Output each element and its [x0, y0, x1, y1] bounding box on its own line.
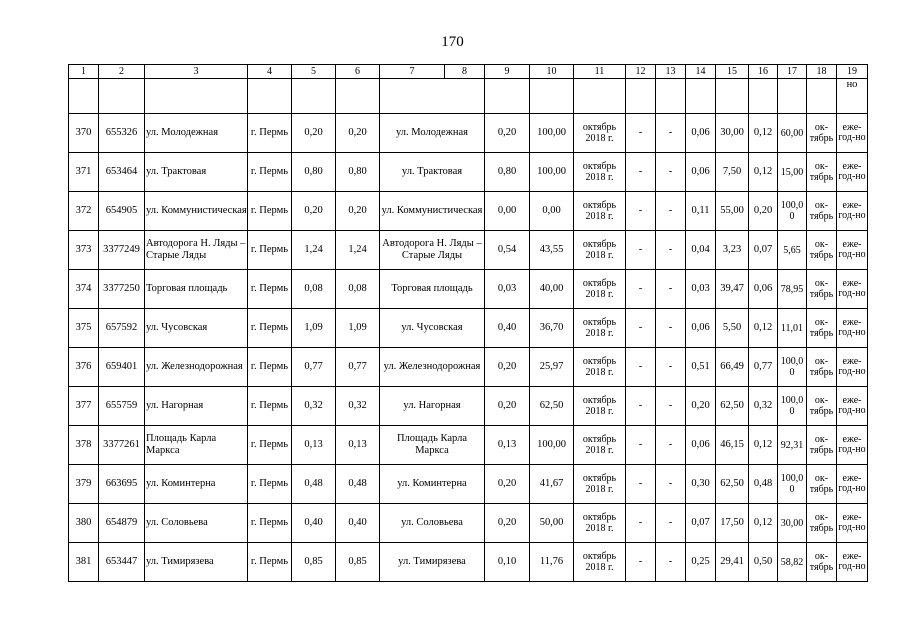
- continuation-row: [69, 79, 868, 114]
- length-value: 0,20: [292, 192, 336, 231]
- length-value: 0,13: [336, 426, 380, 465]
- city-name: г. Пермь: [248, 543, 292, 582]
- month-cell: ок-тябрь: [807, 270, 837, 309]
- column-header: 4: [248, 65, 292, 79]
- road-code: 657592: [99, 309, 145, 348]
- length-value: 0,77: [336, 348, 380, 387]
- value-cell: 0,51: [686, 348, 716, 387]
- date-cell: октябрь 2018 г.: [574, 309, 626, 348]
- street-name-repeat: ул. Соловьева: [380, 504, 485, 543]
- column-header: 10: [530, 65, 574, 79]
- city-name: г. Пермь: [248, 387, 292, 426]
- row-number: 370: [69, 114, 99, 153]
- value-cell: 0,50: [749, 543, 778, 582]
- dash-cell: -: [656, 114, 686, 153]
- value-cell: 0,20: [686, 387, 716, 426]
- length-value: 0,80: [336, 153, 380, 192]
- percent-cell: 100,0 0: [778, 192, 807, 231]
- length-value: 0,85: [336, 543, 380, 582]
- table-row: [69, 192, 868, 231]
- dash-cell: -: [656, 543, 686, 582]
- percent-cell: 0,00: [530, 192, 574, 231]
- street-name-repeat: ул. Коммунистическая: [380, 192, 485, 231]
- column-header: 11: [574, 65, 626, 79]
- dash-cell: -: [656, 153, 686, 192]
- length-value: 0,40: [292, 504, 336, 543]
- column-header: 16: [749, 65, 778, 79]
- percent-cell: 58,82: [778, 543, 807, 582]
- percent-cell: 41,67: [530, 465, 574, 504]
- date-cell: октябрь 2018 г.: [574, 153, 626, 192]
- value-cell: 0,20: [485, 348, 530, 387]
- column-header: 2: [99, 65, 145, 79]
- value-cell: 0,80: [485, 153, 530, 192]
- frequency-cell: еже-год-но: [837, 426, 868, 465]
- percent-cell: 92,31: [778, 426, 807, 465]
- street-name: ул. Соловьева: [145, 504, 248, 543]
- percent-cell: 100,0 0: [778, 348, 807, 387]
- street-name: Площадь Карла Маркса: [145, 426, 248, 465]
- frequency-cell: еже-год-но: [837, 348, 868, 387]
- frequency-cell: еже-год-но: [837, 504, 868, 543]
- dash-cell: -: [626, 309, 656, 348]
- date-cell: октябрь 2018 г.: [574, 114, 626, 153]
- length-value: 1,09: [336, 309, 380, 348]
- column-header: 5: [292, 65, 336, 79]
- city-name: г. Пермь: [248, 309, 292, 348]
- city-name: г. Пермь: [248, 348, 292, 387]
- street-name: ул. Трактовая: [145, 153, 248, 192]
- value-cell: 0,20: [485, 504, 530, 543]
- length-value: 1,24: [336, 231, 380, 270]
- table-row: [69, 153, 868, 192]
- length-value: 0,80: [292, 153, 336, 192]
- date-cell: октябрь 2018 г.: [574, 348, 626, 387]
- date-cell: октябрь 2018 г.: [574, 543, 626, 582]
- dash-cell: -: [656, 231, 686, 270]
- city-name: г. Пермь: [248, 153, 292, 192]
- month-cell: ок-тябрь: [807, 387, 837, 426]
- length-value: 0,32: [336, 387, 380, 426]
- length-value: 0,20: [292, 114, 336, 153]
- street-name-repeat: ул. Трактовая: [380, 153, 485, 192]
- percent-cell: 39,47: [716, 270, 749, 309]
- percent-cell: 46,15: [716, 426, 749, 465]
- road-code: 653447: [99, 543, 145, 582]
- dash-cell: -: [626, 114, 656, 153]
- percent-cell: 30,00: [716, 114, 749, 153]
- month-cell: ок-тябрь: [807, 348, 837, 387]
- dash-cell: -: [656, 504, 686, 543]
- month-cell: ок-тябрь: [807, 504, 837, 543]
- value-cell: 0,06: [686, 153, 716, 192]
- percent-cell: 5,50: [716, 309, 749, 348]
- value-cell: 0,07: [749, 231, 778, 270]
- road-code: 663695: [99, 465, 145, 504]
- road-code: 659401: [99, 348, 145, 387]
- street-name-repeat: Автодорога Н. Ляды – Старые Ляды: [380, 231, 485, 270]
- length-value: 0,13: [292, 426, 336, 465]
- value-cell: 0,06: [749, 270, 778, 309]
- percent-cell: 30,00: [778, 504, 807, 543]
- street-name-repeat: Торговая площадь: [380, 270, 485, 309]
- street-name-repeat: ул. Коминтерна: [380, 465, 485, 504]
- street-name: Автодорога Н. Ляды – Старые Ляды: [145, 231, 248, 270]
- length-value: 0,20: [336, 114, 380, 153]
- month-cell: ок-тябрь: [807, 114, 837, 153]
- dash-cell: -: [626, 270, 656, 309]
- city-name: г. Пермь: [248, 231, 292, 270]
- frequency-cell: еже-год-но: [837, 309, 868, 348]
- street-name: ул. Нагорная: [145, 387, 248, 426]
- city-name: г. Пермь: [248, 426, 292, 465]
- percent-cell: 40,00: [530, 270, 574, 309]
- table-row: [69, 387, 868, 426]
- percent-cell: 36,70: [530, 309, 574, 348]
- frequency-cell: еже-год-но: [837, 114, 868, 153]
- street-name: Торговая площадь: [145, 270, 248, 309]
- value-cell: 0,06: [686, 426, 716, 465]
- dash-cell: -: [656, 426, 686, 465]
- city-name: г. Пермь: [248, 504, 292, 543]
- percent-cell: 15,00: [778, 153, 807, 192]
- dash-cell: -: [626, 387, 656, 426]
- street-name: ул. Железнодорожная: [145, 348, 248, 387]
- month-cell: ок-тябрь: [807, 543, 837, 582]
- dash-cell: -: [626, 465, 656, 504]
- percent-cell: 100,00: [530, 114, 574, 153]
- header-row: [69, 65, 868, 79]
- city-name: г. Пермь: [248, 114, 292, 153]
- dash-cell: -: [656, 309, 686, 348]
- value-cell: 0,12: [749, 114, 778, 153]
- length-value: 1,09: [292, 309, 336, 348]
- road-code: 655326: [99, 114, 145, 153]
- row-number: 376: [69, 348, 99, 387]
- percent-cell: 66,49: [716, 348, 749, 387]
- column-header: 18: [807, 65, 837, 79]
- length-value: 0,48: [336, 465, 380, 504]
- value-cell: 0,06: [686, 309, 716, 348]
- row-number: 375: [69, 309, 99, 348]
- city-name: г. Пермь: [248, 192, 292, 231]
- month-cell: ок-тябрь: [807, 309, 837, 348]
- column-header: 19: [837, 65, 868, 79]
- value-cell: 0,06: [686, 114, 716, 153]
- value-cell: 0,20: [485, 114, 530, 153]
- month-cell: ок-тябрь: [807, 465, 837, 504]
- percent-cell: 11,76: [530, 543, 574, 582]
- dash-cell: -: [626, 543, 656, 582]
- month-cell: ок-тябрь: [807, 192, 837, 231]
- row-number: 381: [69, 543, 99, 582]
- value-cell: 0,10: [485, 543, 530, 582]
- frequency-cell: еже-год-но: [837, 543, 868, 582]
- percent-cell: 62,50: [716, 387, 749, 426]
- percent-cell: 5,65: [778, 231, 807, 270]
- street-name: ул. Молодежная: [145, 114, 248, 153]
- length-value: 0,08: [336, 270, 380, 309]
- length-value: 0,85: [292, 543, 336, 582]
- column-header: 17: [778, 65, 807, 79]
- column-header: 12: [626, 65, 656, 79]
- percent-cell: 100,00: [530, 153, 574, 192]
- dash-cell: -: [656, 387, 686, 426]
- table-row: [69, 348, 868, 387]
- length-value: 0,08: [292, 270, 336, 309]
- value-cell: 0,30: [686, 465, 716, 504]
- dash-cell: -: [656, 348, 686, 387]
- dash-cell: -: [656, 465, 686, 504]
- dash-cell: -: [626, 426, 656, 465]
- column-header: 7: [380, 65, 445, 79]
- value-cell: 0,03: [485, 270, 530, 309]
- date-cell: октябрь 2018 г.: [574, 465, 626, 504]
- percent-cell: 50,00: [530, 504, 574, 543]
- percent-cell: 7,50: [716, 153, 749, 192]
- value-cell: 0,03: [686, 270, 716, 309]
- column-header: 9: [485, 65, 530, 79]
- column-header: 6: [336, 65, 380, 79]
- data-table: [68, 64, 868, 582]
- street-name-repeat: ул. Нагорная: [380, 387, 485, 426]
- street-name: ул. Чусовская: [145, 309, 248, 348]
- value-cell: 0,20: [485, 465, 530, 504]
- value-cell: 0,12: [749, 153, 778, 192]
- row-number: 371: [69, 153, 99, 192]
- road-code: 653464: [99, 153, 145, 192]
- value-cell: 0,32: [749, 387, 778, 426]
- percent-cell: 11,01: [778, 309, 807, 348]
- city-name: г. Пермь: [248, 465, 292, 504]
- row-number: 380: [69, 504, 99, 543]
- percent-cell: 25,97: [530, 348, 574, 387]
- percent-cell: 78,95: [778, 270, 807, 309]
- frequency-cell: еже-год-но: [837, 270, 868, 309]
- value-cell: 0,12: [749, 309, 778, 348]
- dash-cell: -: [626, 348, 656, 387]
- street-name-repeat: ул. Чусовская: [380, 309, 485, 348]
- value-cell: 0,54: [485, 231, 530, 270]
- frequency-cell: еже-год-но: [837, 231, 868, 270]
- column-header: 8: [445, 65, 485, 79]
- value-cell: 0,20: [485, 387, 530, 426]
- street-name-repeat: ул. Молодежная: [380, 114, 485, 153]
- length-value: 0,40: [336, 504, 380, 543]
- table-row: [69, 543, 868, 582]
- date-cell: октябрь 2018 г.: [574, 504, 626, 543]
- value-cell: 0,48: [749, 465, 778, 504]
- percent-cell: 100,00: [530, 426, 574, 465]
- street-name-repeat: ул. Тимирязева: [380, 543, 485, 582]
- length-value: 0,48: [292, 465, 336, 504]
- road-code: 3377261: [99, 426, 145, 465]
- percent-cell: 60,00: [778, 114, 807, 153]
- date-cell: октябрь 2018 г.: [574, 426, 626, 465]
- row-number: 377: [69, 387, 99, 426]
- column-header: 1: [69, 65, 99, 79]
- column-header: 15: [716, 65, 749, 79]
- percent-cell: 17,50: [716, 504, 749, 543]
- month-cell: ок-тябрь: [807, 153, 837, 192]
- length-value: 0,77: [292, 348, 336, 387]
- column-header: 13: [656, 65, 686, 79]
- table-row: [69, 270, 868, 309]
- frequency-cell: еже-год-но: [837, 465, 868, 504]
- value-cell: 0,00: [485, 192, 530, 231]
- length-value: 0,20: [336, 192, 380, 231]
- value-cell: 0,04: [686, 231, 716, 270]
- percent-cell: 3,23: [716, 231, 749, 270]
- road-code: 3377249: [99, 231, 145, 270]
- page-number: 170: [441, 34, 464, 50]
- value-cell: 0,77: [749, 348, 778, 387]
- street-name: ул. Коминтерна: [145, 465, 248, 504]
- month-cell: ок-тябрь: [807, 426, 837, 465]
- table-row: [69, 114, 868, 153]
- value-cell: 0,11: [686, 192, 716, 231]
- column-header: 14: [686, 65, 716, 79]
- dash-cell: -: [626, 192, 656, 231]
- percent-cell: 62,50: [716, 465, 749, 504]
- row-number: 378: [69, 426, 99, 465]
- value-cell: 0,40: [485, 309, 530, 348]
- value-cell: 0,25: [686, 543, 716, 582]
- table-row: [69, 309, 868, 348]
- length-value: 1,24: [292, 231, 336, 270]
- continuation-text: но: [837, 79, 868, 114]
- row-number: 372: [69, 192, 99, 231]
- frequency-cell: еже-год-но: [837, 153, 868, 192]
- road-code: 3377250: [99, 270, 145, 309]
- percent-cell: 100,0 0: [778, 387, 807, 426]
- row-number: 374: [69, 270, 99, 309]
- value-cell: 0,12: [749, 504, 778, 543]
- date-cell: октябрь 2018 г.: [574, 270, 626, 309]
- dash-cell: -: [656, 270, 686, 309]
- road-code: 654879: [99, 504, 145, 543]
- value-cell: 0,20: [749, 192, 778, 231]
- street-name-repeat: Площадь Карла Маркса: [380, 426, 485, 465]
- percent-cell: 55,00: [716, 192, 749, 231]
- table-row: [69, 465, 868, 504]
- row-number: 373: [69, 231, 99, 270]
- table-row: [69, 426, 868, 465]
- percent-cell: 62,50: [530, 387, 574, 426]
- length-value: 0,32: [292, 387, 336, 426]
- dash-cell: -: [626, 153, 656, 192]
- dash-cell: -: [626, 231, 656, 270]
- street-name: ул. Тимирязева: [145, 543, 248, 582]
- frequency-cell: еже-год-но: [837, 192, 868, 231]
- row-number: 379: [69, 465, 99, 504]
- month-cell: ок-тябрь: [807, 231, 837, 270]
- column-header: 3: [145, 65, 248, 79]
- table-row: [69, 231, 868, 270]
- value-cell: 0,12: [749, 426, 778, 465]
- table-row: [69, 504, 868, 543]
- road-code: 654905: [99, 192, 145, 231]
- city-name: г. Пермь: [248, 270, 292, 309]
- value-cell: 0,07: [686, 504, 716, 543]
- frequency-cell: еже-год-но: [837, 387, 868, 426]
- date-cell: октябрь 2018 г.: [574, 231, 626, 270]
- street-name-repeat: ул. Железнодорожная: [380, 348, 485, 387]
- date-cell: октябрь 2018 г.: [574, 192, 626, 231]
- dash-cell: -: [656, 192, 686, 231]
- percent-cell: 29,41: [716, 543, 749, 582]
- date-cell: октябрь 2018 г.: [574, 387, 626, 426]
- percent-cell: 43,55: [530, 231, 574, 270]
- value-cell: 0,13: [485, 426, 530, 465]
- dash-cell: -: [626, 504, 656, 543]
- road-code: 655759: [99, 387, 145, 426]
- percent-cell: 100,0 0: [778, 465, 807, 504]
- street-name: ул. Коммунистическая: [145, 192, 248, 231]
